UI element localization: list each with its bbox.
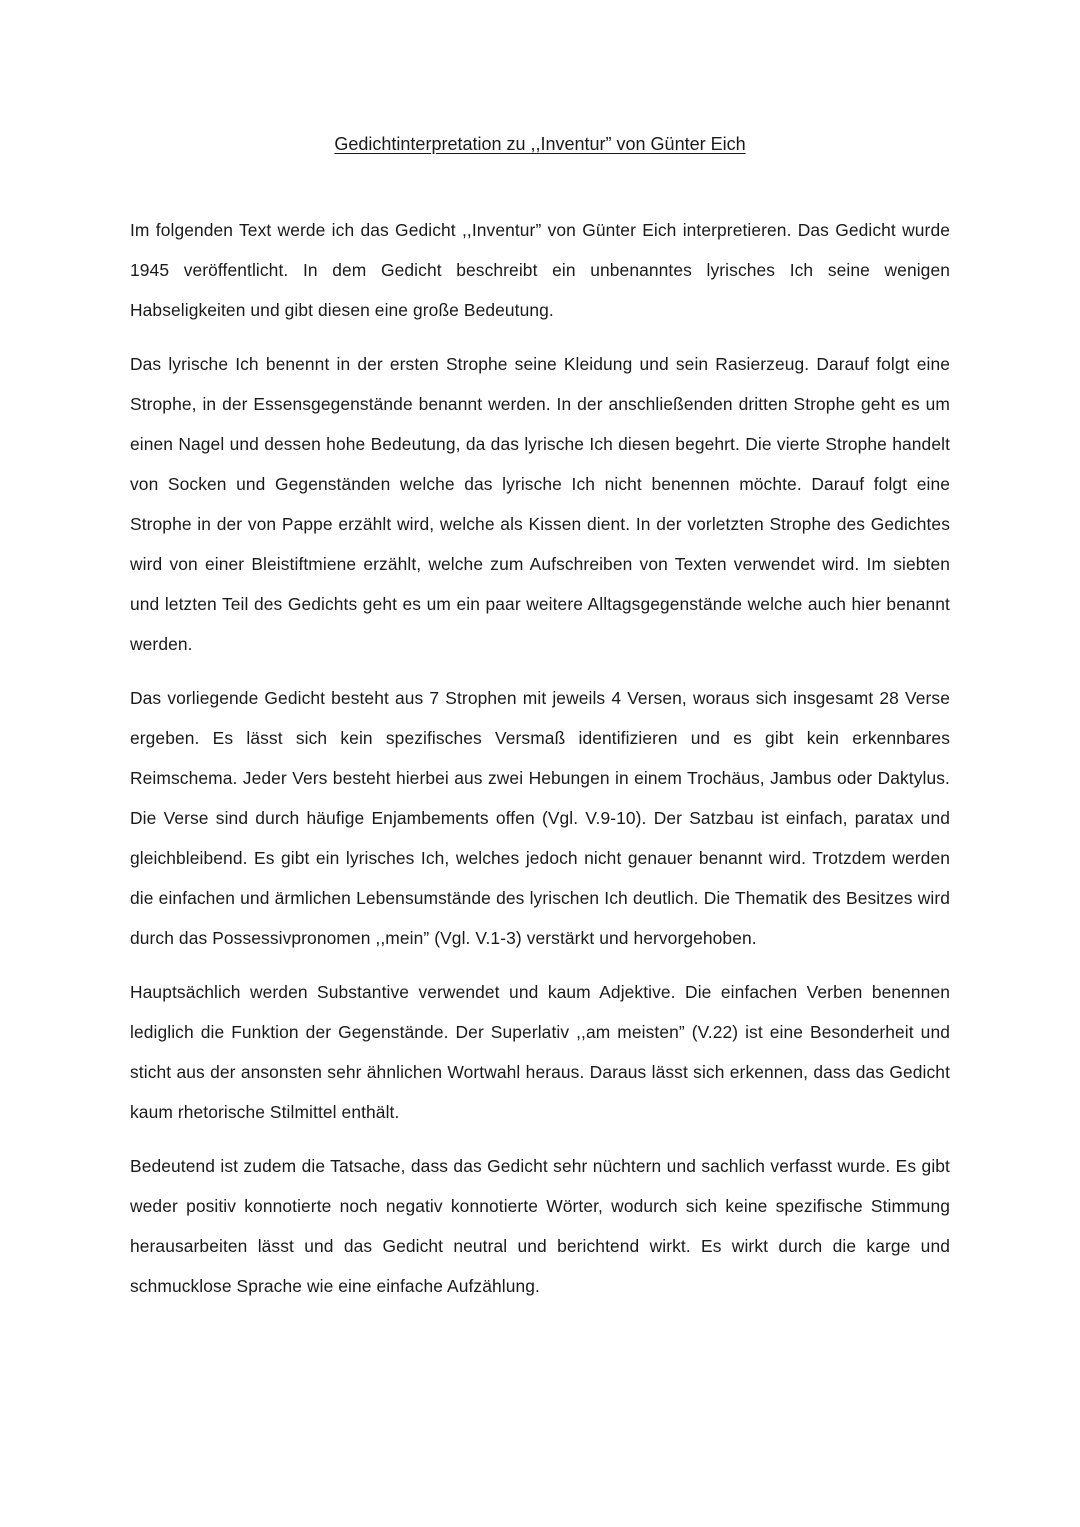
paragraph-introduction: Im folgenden Text werde ich das Gedicht ,,Inventur” von Günter Eich interpretieren. Das Gedicht wurde 1945 veröffentlicht. In dem Gedicht beschreibt ein unbenanntes lyrisches Ich seine wenigen Habseligkeiten und gibt diesen eine große Bedeutung. (130, 220, 950, 320)
document-body (130, 210, 950, 1320)
paragraph-formal-analysis: Das vorliegende Gedicht besteht aus 7 Strophen mit jeweils 4 Versen, woraus sich insgesamt 28 Verse ergeben. Es lässt sich kein spezifisches Versmaß identifizieren und es gibt kein erkennbares Reimschema. Jeder Vers besteht hierbei aus zwei Hebungen in einem Trochäus, Jambus oder Daktylus. Die Verse sind durch häufige Enjambements offen (Vgl. V.9-10). Der Satzbau ist einfach, paratax und gleichbleibend. Es gibt ein lyrisches Ich, welches jedoch nicht genauer benannt wird. Trotzdem werden die einfachen und ärmlichen Lebensumstände des lyrischen Ich deutlich. Die Thematik des Besitzes wird durch das Possessivpronomen ,,mein” (Vgl. V.1-3) verstärkt und hervorgehoben. (130, 688, 950, 948)
paragraph-language-analysis: Hauptsächlich werden Substantive verwendet und kaum Adjektive. Die einfachen Verben benennen lediglich die Funktion der Gegenstände. Der Superlativ ,,am meisten” (V.22) ist eine Besonderheit und sticht aus der ansonsten sehr ähnlichen Wortwahl heraus. Daraus lässt sich erkennen, dass das Gedicht kaum rhetorische Stilmittel enthält. (130, 982, 950, 1122)
document-title: Gedichtinterpretation zu ,,Inventur” von Günter Eich (334, 134, 746, 154)
paragraph-content-summary: Das lyrische Ich benennt in der ersten Strophe seine Kleidung und sein Rasierzeug. Darauf folgt eine Strophe, in der Essensgegenstände benannt werden. In der anschließenden dritten Strophe geht es um einen Nagel und dessen hohe Bedeutung, da das lyrische Ich diesen begehrt. Die vierte Strophe handelt von Socken und Gegenständen welche das lyrische Ich nicht benennen möchte. Darauf folgt eine Strophe in der von Pappe erzählt wird, welche als Kissen dient. In der vorletzten Strophe des Gedichtes wird von einer Bleistiftmiene erzählt, welche zum Aufschreiben von Texten verwendet wird. Im siebten und letzten Teil des Gedichts geht es um ein paar weitere Alltagsgegenstände welche auch hier benannt werden. (130, 354, 950, 654)
paragraph-tone-analysis: Bedeutend ist zudem die Tatsache, dass das Gedicht sehr nüchtern und sachlich verfasst wurde. Es gibt weder positiv konnotierte noch negativ konnotierte Wörter, wodurch sich keine spezifische Stimmung herausarbeiten lässt und das Gedicht neutral und berichtend wirkt. Es wirkt durch die karge und schmucklose Sprache wie eine einfache Aufzählung. (130, 1156, 950, 1296)
